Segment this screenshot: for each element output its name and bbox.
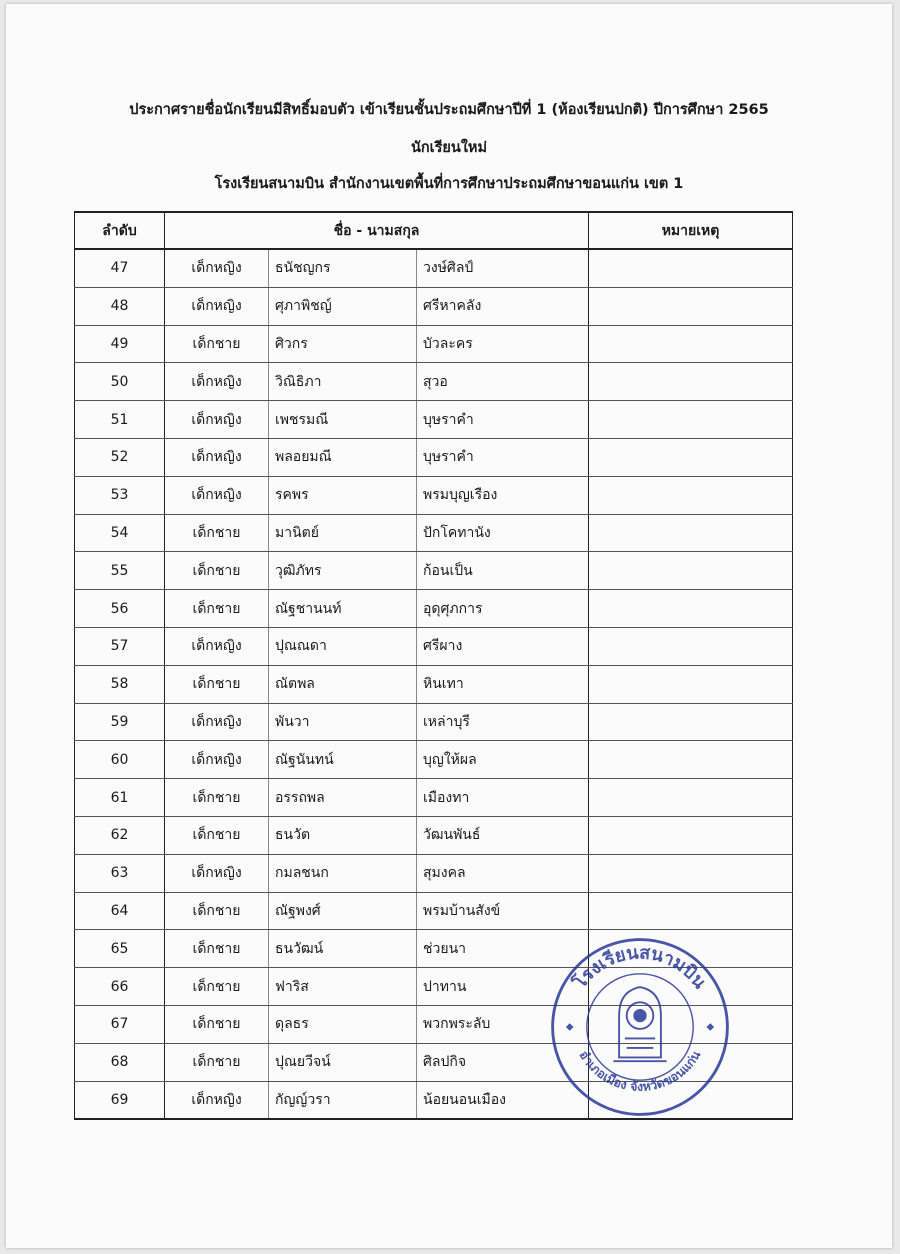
row-title: เด็กหญิง (165, 249, 269, 287)
row-last-name: ศิลปกิจ (417, 1043, 589, 1081)
seal-inner-ring (587, 974, 693, 1080)
table-header-row (75, 212, 793, 249)
row-last-name: พวกพระลับ (417, 1005, 589, 1043)
row-first-name: เพชรมณี (269, 401, 417, 439)
row-number: 58 (75, 665, 165, 703)
row-remark (589, 779, 793, 817)
table-row (75, 363, 793, 401)
table-row (75, 401, 793, 439)
row-title: เด็กชาย (165, 1005, 269, 1043)
row-first-name: ดุลธร (269, 1005, 417, 1043)
row-title: เด็กหญิง (165, 854, 269, 892)
row-first-name: วิณิธิภา (269, 363, 417, 401)
row-title: เด็กชาย (165, 552, 269, 590)
row-number: 57 (75, 627, 165, 665)
row-title: เด็กหญิง (165, 741, 269, 779)
row-number: 49 (75, 325, 165, 363)
row-number: 48 (75, 287, 165, 325)
row-number: 63 (75, 854, 165, 892)
row-title: เด็กหญิง (165, 401, 269, 439)
row-first-name: ธนวัฒน์ (269, 930, 417, 968)
row-remark (589, 249, 793, 287)
table-row (75, 249, 793, 287)
row-last-name: บุญให้ผล (417, 741, 589, 779)
row-title: เด็กหญิง (165, 363, 269, 401)
row-first-name: ณัฐชานนท์ (269, 590, 417, 628)
row-remark (589, 438, 793, 476)
seal-top-text: โรงเรียนสนามบิน (569, 942, 711, 993)
row-title: เด็กชาย (165, 665, 269, 703)
row-remark (589, 476, 793, 514)
row-remark (589, 816, 793, 854)
row-remark (589, 665, 793, 703)
row-number: 50 (75, 363, 165, 401)
row-last-name: วัฒนพันธ์ (417, 816, 589, 854)
table-row (75, 854, 793, 892)
row-title: เด็กชาย (165, 1043, 269, 1081)
table-row (75, 741, 793, 779)
row-number: 61 (75, 779, 165, 817)
row-first-name: กมลชนก (269, 854, 417, 892)
table-row (75, 438, 793, 476)
row-number: 69 (75, 1081, 165, 1119)
row-title: เด็กหญิง (165, 1081, 269, 1119)
table-row (75, 590, 793, 628)
row-remark (589, 854, 793, 892)
table-row (75, 287, 793, 325)
row-first-name: ปุณณดา (269, 627, 417, 665)
row-last-name: น้อยนอนเมือง (417, 1081, 589, 1119)
table-row (75, 703, 793, 741)
row-last-name: ปักโคทานัง (417, 514, 589, 552)
row-first-name: ณัตพล (269, 665, 417, 703)
column-header-name: ชื่อ - นามสกุล (165, 212, 589, 249)
seal-emblem-icon (613, 987, 666, 1061)
table-row (75, 325, 793, 363)
table-row (75, 552, 793, 590)
table-row (75, 816, 793, 854)
row-first-name: พลอยมณี (269, 438, 417, 476)
row-title: เด็กชาย (165, 930, 269, 968)
row-last-name: ปาทาน (417, 968, 589, 1006)
table-row (75, 476, 793, 514)
row-remark (589, 703, 793, 741)
row-last-name: บัวละคร (417, 325, 589, 363)
row-number: 54 (75, 514, 165, 552)
row-last-name: ช่วยนา (417, 930, 589, 968)
row-title: เด็กชาย (165, 779, 269, 817)
row-number: 52 (75, 438, 165, 476)
row-remark (589, 552, 793, 590)
row-first-name: ปุณยวีจน์ (269, 1043, 417, 1081)
row-first-name: กัญญ์วรา (269, 1081, 417, 1119)
row-title: เด็กหญิง (165, 438, 269, 476)
row-number: 66 (75, 968, 165, 1006)
column-header-order: ลำดับ (75, 212, 165, 249)
table-row (75, 665, 793, 703)
row-first-name: ธนัชญกร (269, 249, 417, 287)
row-remark (589, 514, 793, 552)
row-number: 64 (75, 892, 165, 930)
announcement-title: ประกาศรายชื่อนักเรียนมีสิทธิ์มอบตัว เข้าเรียนชั้นประถมศึกษาปีที่ 1 (ห้องเรียนปกติ) ปีการศึกษา 2565 (129, 102, 769, 118)
row-title: เด็กชาย (165, 590, 269, 628)
row-remark (589, 287, 793, 325)
row-title: เด็กชาย (165, 816, 269, 854)
row-number: 62 (75, 816, 165, 854)
row-remark (589, 325, 793, 363)
table-row (75, 892, 793, 930)
row-number: 68 (75, 1043, 165, 1081)
row-last-name: วงษ์ศิลป์ (417, 249, 589, 287)
row-title: เด็กหญิง (165, 703, 269, 741)
row-title: เด็กชาย (165, 514, 269, 552)
row-number: 56 (75, 590, 165, 628)
row-last-name: พรมบ้านสังข์ (417, 892, 589, 930)
row-last-name: ก้อนเป็น (417, 552, 589, 590)
row-last-name: สุมงคล (417, 854, 589, 892)
table-row (75, 779, 793, 817)
row-last-name: เหล่าบุรี (417, 703, 589, 741)
seal-bottom-text: อำเภอเมือง จังหวัดขอนแก่น (576, 1048, 704, 1094)
row-last-name: อุดุศุภการ (417, 590, 589, 628)
row-title: เด็กชาย (165, 325, 269, 363)
table-row (75, 627, 793, 665)
row-remark (589, 627, 793, 665)
row-first-name: รคพร (269, 476, 417, 514)
row-first-name: พันวา (269, 703, 417, 741)
row-last-name: ศรีผาง (417, 627, 589, 665)
row-number: 51 (75, 401, 165, 439)
row-last-name: บุษราคำ (417, 438, 589, 476)
row-title: เด็กชาย (165, 892, 269, 930)
row-title: เด็กหญิง (165, 627, 269, 665)
row-last-name: หินเทา (417, 665, 589, 703)
row-number: 47 (75, 249, 165, 287)
row-first-name: ณัฐพงศ์ (269, 892, 417, 930)
announcement-subtitle: นักเรียนใหม่ (410, 140, 488, 156)
row-first-name: ธนวัต (269, 816, 417, 854)
row-remark (589, 363, 793, 401)
row-number: 67 (75, 1005, 165, 1043)
row-first-name: ศิวกร (269, 325, 417, 363)
row-title: เด็กหญิง (165, 476, 269, 514)
row-last-name: บุษราคำ (417, 401, 589, 439)
school-seal-stamp (545, 932, 735, 1122)
table-row (75, 514, 793, 552)
row-title: เด็กหญิง (165, 287, 269, 325)
row-first-name: มานิตย์ (269, 514, 417, 552)
row-last-name: เมืองทา (417, 779, 589, 817)
row-last-name: สุวอ (417, 363, 589, 401)
school-name: โรงเรียนสนามบิน สำนักงานเขตพื้นที่การศึกษาประถมศึกษาขอนแก่น เขต 1 (214, 176, 684, 192)
row-first-name: ฟาริส (269, 968, 417, 1006)
row-first-name: ณัฐนันทน์ (269, 741, 417, 779)
row-title: เด็กชาย (165, 968, 269, 1006)
row-number: 59 (75, 703, 165, 741)
row-remark (589, 741, 793, 779)
column-header-remark: หมายเหตุ (589, 212, 793, 249)
row-number: 60 (75, 741, 165, 779)
row-number: 53 (75, 476, 165, 514)
row-first-name: ศุภาพิชญ์ (269, 287, 417, 325)
row-last-name: พรมบุญเรือง (417, 476, 589, 514)
row-first-name: อรรถพล (269, 779, 417, 817)
row-number: 55 (75, 552, 165, 590)
row-last-name: ศรีหาคลัง (417, 287, 589, 325)
row-remark (589, 892, 793, 930)
row-remark (589, 590, 793, 628)
row-first-name: วุฒิภัทร (269, 552, 417, 590)
row-remark (589, 401, 793, 439)
row-number: 65 (75, 930, 165, 968)
